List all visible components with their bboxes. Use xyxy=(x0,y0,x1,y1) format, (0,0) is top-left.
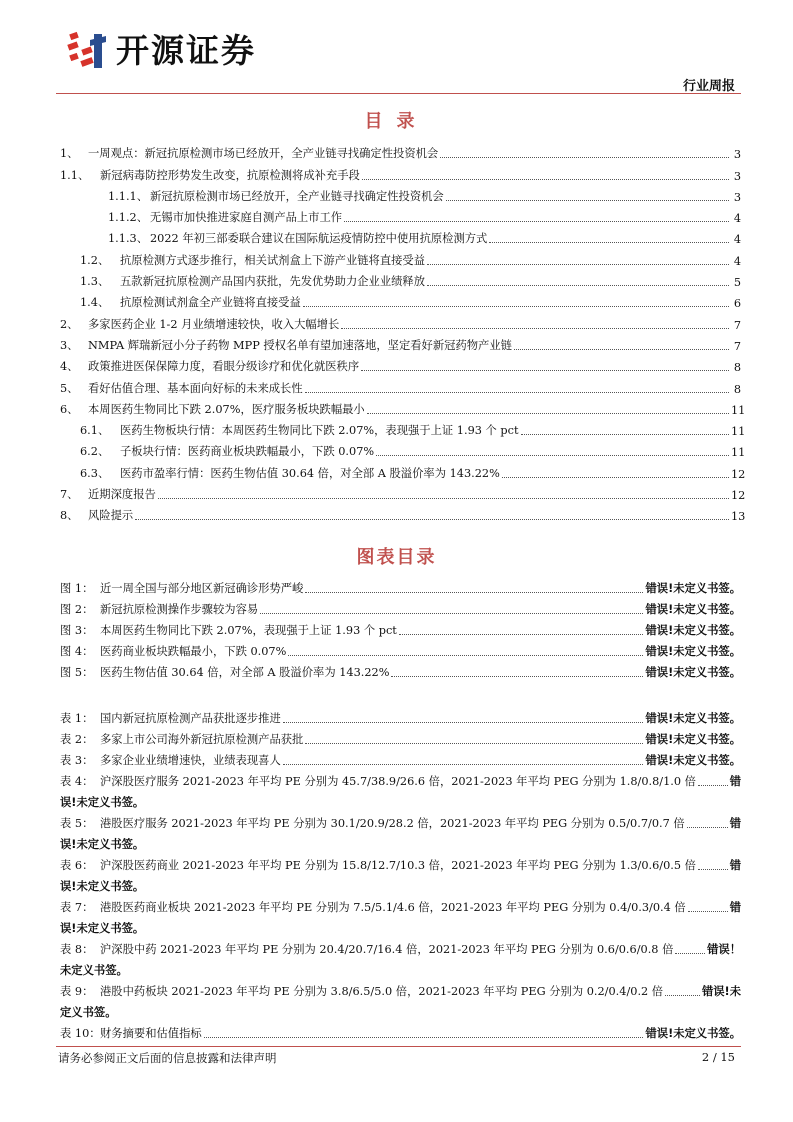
table-index-entry-continued xyxy=(60,915,741,936)
figure-index-list xyxy=(60,575,741,680)
bookmark-error: 错误!未定义书签。 xyxy=(645,603,741,616)
table-of-contents xyxy=(60,140,746,524)
bookmark-error: 错误!未定义书签。 xyxy=(645,1027,741,1040)
table-caption: 港股医疗服务 2021-2023 年平均 PE 分别为 30.1/20.9/28.2 倍，2021-2023 年平均 PEG 分别为 0.5/0.7/0.7 倍 xyxy=(100,817,685,830)
table-number: 表 10： xyxy=(60,1027,101,1040)
bookmark-error-part: 错 xyxy=(729,775,741,788)
table-number: 表 2： xyxy=(60,733,94,746)
table-index-entry[interactable] xyxy=(60,1020,741,1041)
table-number: 表 9： xyxy=(60,985,94,998)
table-index-entry[interactable] xyxy=(60,978,741,999)
toc-entry-page: 7 xyxy=(733,339,741,353)
leader-dots xyxy=(698,785,728,786)
leader-dots xyxy=(204,1037,644,1038)
kaiyuan-logo-icon xyxy=(64,28,110,74)
toc-leader-dots xyxy=(303,306,729,307)
toc-entry-text: 2022 年初三部委联合建议在国际航运疫情防控中使用抗原检测方式 xyxy=(150,232,488,246)
bookmark-error: 错误!未定义书签。 xyxy=(645,733,741,746)
table-number: 表 8： xyxy=(60,943,94,956)
table-index-entry[interactable] xyxy=(60,705,741,726)
table-index-list xyxy=(60,705,741,1041)
figure-index-entry[interactable] xyxy=(60,638,741,659)
figure-caption: 新冠抗原检测操作步骤较为容易 xyxy=(100,603,259,616)
table-number: 表 7： xyxy=(60,901,94,914)
leader-dots xyxy=(283,722,644,723)
toc-entry-number: 4、 xyxy=(60,360,79,374)
table-index-entry[interactable] xyxy=(60,852,741,873)
table-caption: 财务摘要和估值指标 xyxy=(100,1027,202,1040)
toc-entry-text: 近期深度报告 xyxy=(88,488,156,502)
bookmark-error: 错误!未定义书签。 xyxy=(645,754,741,767)
toc-entry[interactable] xyxy=(60,225,741,246)
figure-caption: 近一周全国与部分地区新冠确诊形势严峻 xyxy=(100,582,304,595)
toc-entry-page: 12 xyxy=(731,467,746,481)
toc-entry[interactable] xyxy=(60,140,741,161)
header-divider xyxy=(56,93,741,94)
toc-leader-dots xyxy=(514,349,729,350)
bookmark-error-part: 定义书签。 xyxy=(60,1006,117,1019)
toc-entry-page: 7 xyxy=(733,318,741,332)
toc-entry-text: 一周观点：新冠抗原检测市场已经放开，全产业链寻找确定性投资机会 xyxy=(88,147,439,161)
figure-number: 图 4： xyxy=(60,645,94,658)
bookmark-error-part: 误!未定义书签。 xyxy=(60,838,145,851)
toc-entry-text: 本周医药生物同比下跌 2.07%，医疗服务板块跌幅最小 xyxy=(88,402,365,416)
bookmark-error: 错误!未定义书签。 xyxy=(645,624,741,637)
leader-dots xyxy=(288,655,643,656)
toc-entry-number: 2、 xyxy=(60,317,79,331)
toc-entry[interactable] xyxy=(60,374,741,395)
toc-leader-dots xyxy=(446,200,729,201)
toc-entry-number: 6.3、 xyxy=(80,466,110,480)
toc-entry-page: 4 xyxy=(733,212,741,226)
toc-entry-page: 11 xyxy=(731,403,746,417)
toc-entry-page: 3 xyxy=(733,148,741,162)
table-index-entry-continued xyxy=(60,831,741,852)
toc-entry[interactable] xyxy=(60,183,741,204)
toc-leader-dots xyxy=(362,179,729,180)
toc-entry-number: 1.4、 xyxy=(80,296,110,310)
table-index-entry-continued xyxy=(60,873,741,894)
toc-entry[interactable] xyxy=(60,289,741,310)
toc-entry[interactable] xyxy=(60,310,741,331)
table-index-entry[interactable] xyxy=(60,936,741,957)
toc-entry-text: NMPA 辉瑞新冠小分子药物 MPP 授权名单有望加速落地，坚定看好新冠药物产业链 xyxy=(88,338,512,352)
bookmark-error: 错误!未定义书签。 xyxy=(645,582,741,595)
leader-dots xyxy=(399,634,644,635)
table-caption: 沪深股医药商业 2021-2023 年平均 PE 分别为 15.8/12.7/10.3 倍，2021-2023 年平均 PEG 分别为 1.3/0.6/0.5 倍 xyxy=(100,859,696,872)
figure-caption: 医药生物估值 30.64 倍，对全部 A 股溢价率为 143.22% xyxy=(100,666,390,679)
table-caption: 多家上市公司海外新冠抗原检测产品获批 xyxy=(100,733,304,746)
toc-entry-page: 3 xyxy=(733,169,741,183)
toc-entry-number: 1.2、 xyxy=(80,253,110,267)
toc-entry-number: 3、 xyxy=(60,338,79,352)
table-caption: 港股中药板块 2021-2023 年平均 PE 分别为 3.8/6.5/5.0 倍，2021-2023 年平均 PEG 分别为 0.2/0.4/0.2 倍 xyxy=(100,985,664,998)
toc-entry-text: 风险提示 xyxy=(88,509,134,523)
leader-dots xyxy=(665,995,700,996)
figure-index-entry[interactable] xyxy=(60,617,741,638)
leader-dots xyxy=(391,676,643,677)
table-index-entry[interactable] xyxy=(60,768,741,789)
figure-number: 图 1： xyxy=(60,582,94,595)
table-caption: 港股医药商业板块 2021-2023 年平均 PE 分别为 7.5/5.1/4.6 倍，2021-2023 年平均 PEG 分别为 0.4/0.3/0.4 倍 xyxy=(100,901,686,914)
brand-logo xyxy=(64,28,256,74)
toc-entry-text: 新冠抗原检测市场已经放开，全产业链寻找确定性投资机会 xyxy=(150,189,444,203)
figure-number: 图 3： xyxy=(60,624,94,637)
toc-leader-dots xyxy=(344,221,729,222)
toc-entry[interactable] xyxy=(60,353,741,374)
toc-entry-number: 1.1、 xyxy=(60,168,90,182)
toc-entry-number: 8、 xyxy=(60,509,79,523)
table-caption: 国内新冠抗原检测产品获批逐步推进 xyxy=(100,712,281,725)
figure-number: 图 2： xyxy=(60,603,94,616)
toc-leader-dots xyxy=(489,242,729,243)
table-caption: 多家企业业绩增速快，业绩表现喜人 xyxy=(100,754,281,767)
footer-divider xyxy=(56,1046,741,1047)
toc-leader-dots xyxy=(367,413,729,414)
bookmark-error-part: 错 xyxy=(729,859,741,872)
bookmark-error: 错误!未定义书签。 xyxy=(645,712,741,725)
figure-index-title: 图表目录 xyxy=(356,547,437,568)
toc-entry-number: 1、 xyxy=(60,147,79,161)
toc-title: 目录 xyxy=(364,111,429,132)
page-number: 2 / 15 xyxy=(701,1050,735,1064)
table-index-entry[interactable] xyxy=(60,894,741,915)
bookmark-error: 错误!未定义书签。 xyxy=(645,666,741,679)
toc-entry-text: 看好估值合理、基本面向好标的未来成长性 xyxy=(88,381,303,395)
leader-dots xyxy=(698,869,728,870)
bookmark-error-part: 误!未定义书签。 xyxy=(60,922,145,935)
toc-entry-page: 8 xyxy=(733,361,741,375)
toc-entry-page: 5 xyxy=(733,276,741,290)
toc-leader-dots xyxy=(376,455,729,456)
brand-name: 开源证券 xyxy=(116,31,256,70)
toc-entry-page: 12 xyxy=(731,489,746,503)
footer-disclaimer: 请务必参阅正文后面的信息披露和法律声明 xyxy=(58,1051,277,1065)
toc-entry-number: 1.1.2、 xyxy=(108,211,149,225)
toc-entry[interactable] xyxy=(60,502,746,524)
toc-entry[interactable] xyxy=(60,438,746,460)
toc-entry-page: 8 xyxy=(733,382,741,396)
leader-dots xyxy=(260,613,643,614)
toc-entry-page: 4 xyxy=(733,254,741,268)
toc-entry-text: 新冠病毒防控形势发生改变，抗原检测将成补充手段 xyxy=(100,168,360,182)
toc-leader-dots xyxy=(158,498,729,499)
table-index-entry[interactable] xyxy=(60,810,741,831)
toc-entry-page: 11 xyxy=(731,425,746,439)
leader-dots xyxy=(305,743,643,744)
toc-entry-page: 6 xyxy=(733,297,741,311)
bookmark-error-part: 误!未定义书签。 xyxy=(60,880,145,893)
toc-leader-dots xyxy=(135,519,729,520)
toc-entry-number: 6.2、 xyxy=(80,445,110,459)
toc-entry[interactable] xyxy=(60,161,741,182)
toc-entry-page: 11 xyxy=(731,446,746,460)
table-index-entry-continued xyxy=(60,999,741,1020)
table-number: 表 5： xyxy=(60,817,94,830)
figure-caption: 医药商业板块跌幅最小，下跌 0.07% xyxy=(100,645,287,658)
bookmark-error-part: 错误!未 xyxy=(701,985,741,998)
page-header xyxy=(56,18,741,94)
toc-entry-text: 无锡市加快推进家庭自测产品上市工作 xyxy=(150,211,343,225)
figure-caption: 本周医药生物同比下跌 2.07%，表现强于上证 1.93 个 pct xyxy=(100,624,397,637)
leader-dots xyxy=(687,827,728,828)
bookmark-error-part: 错 xyxy=(729,901,741,914)
toc-entry-number: 6、 xyxy=(60,402,79,416)
bookmark-error-part: 错误！ xyxy=(707,943,741,956)
toc-entry[interactable] xyxy=(60,396,746,417)
report-type-label: 行业周报 xyxy=(682,79,735,94)
leader-dots xyxy=(305,592,643,593)
toc-entry[interactable] xyxy=(60,481,746,503)
toc-entry-text: 抗原检测试剂盒全产业链将直接受益 xyxy=(120,296,301,310)
toc-entry-text: 抗原检测方式逐步推行，相关试剂盒上下游产业链将直接受益 xyxy=(120,253,426,267)
toc-leader-dots xyxy=(521,434,729,435)
bookmark-error-part: 误!未定义书签。 xyxy=(60,796,145,809)
toc-leader-dots xyxy=(427,285,729,286)
toc-entry-page: 13 xyxy=(731,510,746,524)
table-caption: 沪深股中药 2021-2023 年平均 PE 分别为 20.4/20.7/16.4 倍，2021-2023 年平均 PEG 分别为 0.6/0.6/0.8 倍 xyxy=(100,943,674,956)
figure-index-entry[interactable] xyxy=(60,659,741,680)
toc-entry[interactable] xyxy=(60,204,741,225)
leader-dots xyxy=(283,764,644,765)
toc-entry-text: 多家医药企业 1-2 月业绩增速较快，收入大幅增长 xyxy=(88,317,340,331)
table-caption: 沪深股医疗服务 2021-2023 年平均 PE 分别为 45.7/38.9/26.6 倍，2021-2023 年平均 PEG 分别为 1.8/0.8/1.0 倍 xyxy=(100,775,696,788)
table-number: 表 4： xyxy=(60,775,94,788)
bookmark-error: 错误!未定义书签。 xyxy=(645,645,741,658)
toc-leader-dots xyxy=(341,328,729,329)
figure-number: 图 5： xyxy=(60,666,94,679)
toc-entry-text: 五款新冠抗原检测产品国内获批，先发优势助力企业业绩释放 xyxy=(120,275,426,289)
toc-entry[interactable] xyxy=(60,332,741,353)
table-index-entry-continued xyxy=(60,957,741,978)
toc-entry[interactable] xyxy=(60,246,741,267)
toc-leader-dots xyxy=(361,370,729,371)
toc-entry-page: 3 xyxy=(733,190,741,204)
table-index-entry[interactable] xyxy=(60,747,741,768)
bookmark-error-part: 错 xyxy=(729,817,741,830)
leader-dots xyxy=(688,911,728,912)
toc-entry[interactable] xyxy=(60,459,746,481)
table-index-entry-continued xyxy=(60,789,741,810)
leader-dots xyxy=(675,953,705,954)
table-number: 表 6： xyxy=(60,859,94,872)
toc-entry[interactable] xyxy=(60,417,746,439)
toc-entry-text: 子板块行情：医药商业板块跌幅最小，下跌 0.07% xyxy=(120,445,375,459)
toc-entry-number: 1.3、 xyxy=(80,275,110,289)
toc-entry-text: 医药市盈率行情：医药生物估值 30.64 倍，对全部 A 股溢价率为 143.22% xyxy=(120,466,500,480)
toc-entry-number: 6.1、 xyxy=(80,424,110,438)
figure-index-entry[interactable] xyxy=(60,596,741,617)
table-number: 表 1： xyxy=(60,712,94,725)
toc-entry[interactable] xyxy=(60,268,741,289)
toc-leader-dots xyxy=(427,264,729,265)
toc-leader-dots xyxy=(440,157,729,158)
figure-index-entry[interactable] xyxy=(60,575,741,596)
toc-leader-dots xyxy=(305,392,729,393)
toc-entry-page: 4 xyxy=(733,233,741,247)
toc-leader-dots xyxy=(502,477,729,478)
toc-entry-number: 1.1.1、 xyxy=(108,189,149,203)
toc-entry-number: 5、 xyxy=(60,381,79,395)
toc-entry-number: 1.1.3、 xyxy=(108,232,149,246)
table-index-entry[interactable] xyxy=(60,726,741,747)
toc-entry-text: 医药生物板块行情：本周医药生物同比下跌 2.07%，表现强于上证 1.93 个 pct xyxy=(120,424,519,438)
toc-entry-number: 7、 xyxy=(60,488,79,502)
table-number: 表 3： xyxy=(60,754,94,767)
toc-entry-text: 政策推进医保保障力度，看眼分级诊疗和优化就医秩序 xyxy=(88,360,360,374)
bookmark-error-part: 未定义书签。 xyxy=(60,964,128,977)
